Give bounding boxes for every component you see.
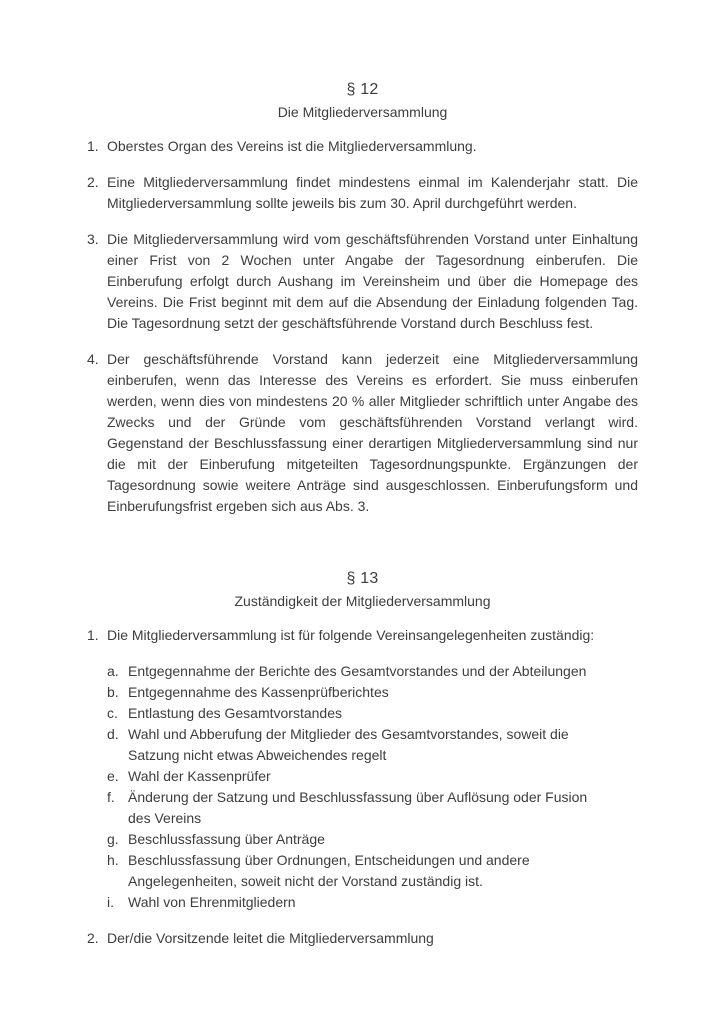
sublist	[107, 661, 638, 913]
list-item-marker: 2.	[87, 930, 99, 946]
sublist-item-text: Wahl und Abberufung der Mitglieder des Gesamtvorstandes, soweit die Satzung nicht etwas Abweichendes regelt	[128, 726, 569, 763]
sublist-item-marker: b.	[107, 684, 119, 700]
list-item	[87, 625, 638, 646]
list-item	[87, 928, 638, 949]
list-item-text: Die Mitgliederversammlung ist für folgende Vereinsangelegenheiten zuständig:	[107, 627, 595, 643]
sublist-item	[107, 682, 638, 703]
list-item	[87, 172, 638, 214]
list-item-text: Der geschäftsführende Vorstand kann jederzeit eine Mitgliederversammlung einberufen, wenn das Interesse des Vereins es erfordert. Sie muss einberufen werden, wenn dies von mindestens 20 % aller Mitglieder schriftlich unter Angabe des Zwecks und der Gründe vom geschäftsführenden Vorstand verlangt wird. Gegenstand der Beschlussfassung einer derartigen Mitgliederversammlung sind nur die mit der Einberufung mitgeteilten Tagesordnungspunkte. Ergänzungen der Tagesordnung sowie weitere Anträge sind ausgeschlossen. Einberufungsform und Einberufungsfrist ergeben sich aus Abs. 3.	[107, 351, 638, 514]
sublist-item-marker: a.	[107, 663, 119, 679]
list-item-marker: 4.	[87, 351, 99, 367]
list-item	[87, 349, 638, 517]
sublist-item-text: Entgegennahme des Kassenprüfberichtes	[128, 684, 389, 700]
section-12-list	[87, 136, 638, 517]
list-item	[87, 229, 638, 334]
sublist-item	[107, 724, 638, 766]
list-item-marker: 1.	[87, 138, 99, 154]
list-item-marker: 2.	[87, 174, 99, 190]
sublist-item-marker: e.	[107, 768, 119, 784]
list-item-text: Der/die Vorsitzende leitet die Mitgliederversammlung	[107, 930, 434, 946]
sublist-item-marker: d.	[107, 726, 119, 742]
sublist-item	[107, 829, 638, 850]
sublist-item-text: Wahl von Ehrenmitgliedern	[128, 894, 296, 910]
sublist-item-text: Entgegennahme der Berichte des Gesamtvorstandes und der Abteilungen	[128, 663, 587, 679]
sublist-item-text: Änderung der Satzung und Beschlussfassung über Auflösung oder Fusion des Vereins	[128, 789, 588, 826]
list-item-text: Oberstes Organ des Vereins ist die Mitgliederversammlung.	[107, 138, 477, 154]
sublist-item-marker: i.	[107, 894, 114, 910]
section-13-title: Zuständigkeit der Mitgliederversammlung	[234, 593, 491, 609]
section-12-heading	[87, 78, 638, 123]
section-13-list	[87, 625, 638, 949]
sublist-item	[107, 766, 638, 787]
sublist-item-text: Beschlussfassung über Anträge	[128, 831, 325, 847]
sublist-item-marker: h.	[107, 852, 119, 868]
sublist-item	[107, 850, 638, 892]
section-13-heading	[87, 567, 638, 612]
sublist-item-marker: g.	[107, 831, 119, 847]
sublist-item	[107, 787, 638, 829]
sublist-item	[107, 892, 638, 913]
section-12-title: Die Mitgliederversammlung	[277, 104, 448, 120]
list-item-marker: 1.	[87, 627, 99, 643]
sublist-item-text: Wahl der Kassenprüfer	[128, 768, 271, 784]
section-12	[87, 78, 638, 517]
list-item-text: Eine Mitgliederversammlung findet mindestens einmal im Kalenderjahr statt. Die Mitgliederversammlung sollte jeweils bis zum 30. April durchgeführt werden.	[107, 174, 638, 211]
sublist-item-marker: c.	[107, 705, 118, 721]
section-13	[87, 567, 638, 949]
list-item-marker: 3.	[87, 231, 99, 247]
sublist-item-text: Entlastung des Gesamtvorstandes	[128, 705, 343, 721]
sublist-item	[107, 661, 638, 682]
section-13-number: § 13	[346, 570, 379, 587]
sublist-item-text: Beschlussfassung über Ordnungen, Entscheidungen und andere Angelegenheiten, soweit nicht der Vorstand zuständig ist.	[128, 852, 530, 889]
list-item	[87, 136, 638, 157]
section-12-number: § 12	[346, 81, 379, 98]
sublist-item-marker: f.	[107, 789, 115, 805]
list-item-text: Die Mitgliederversammlung wird vom geschäftsführenden Vorstand unter Einhaltung einer Frist von 2 Wochen unter Angabe der Tagesordnung einberufen. Die Einberufung erfolgt durch Aushang im Vereinsheim und über die Homepage des Vereins. Die Frist beginnt mit dem auf die Absendung der Einladung folgenden Tag. Die Tagesordnung setzt der geschäftsführende Vorstand durch Beschluss fest.	[107, 231, 638, 331]
sublist-item	[107, 703, 638, 724]
